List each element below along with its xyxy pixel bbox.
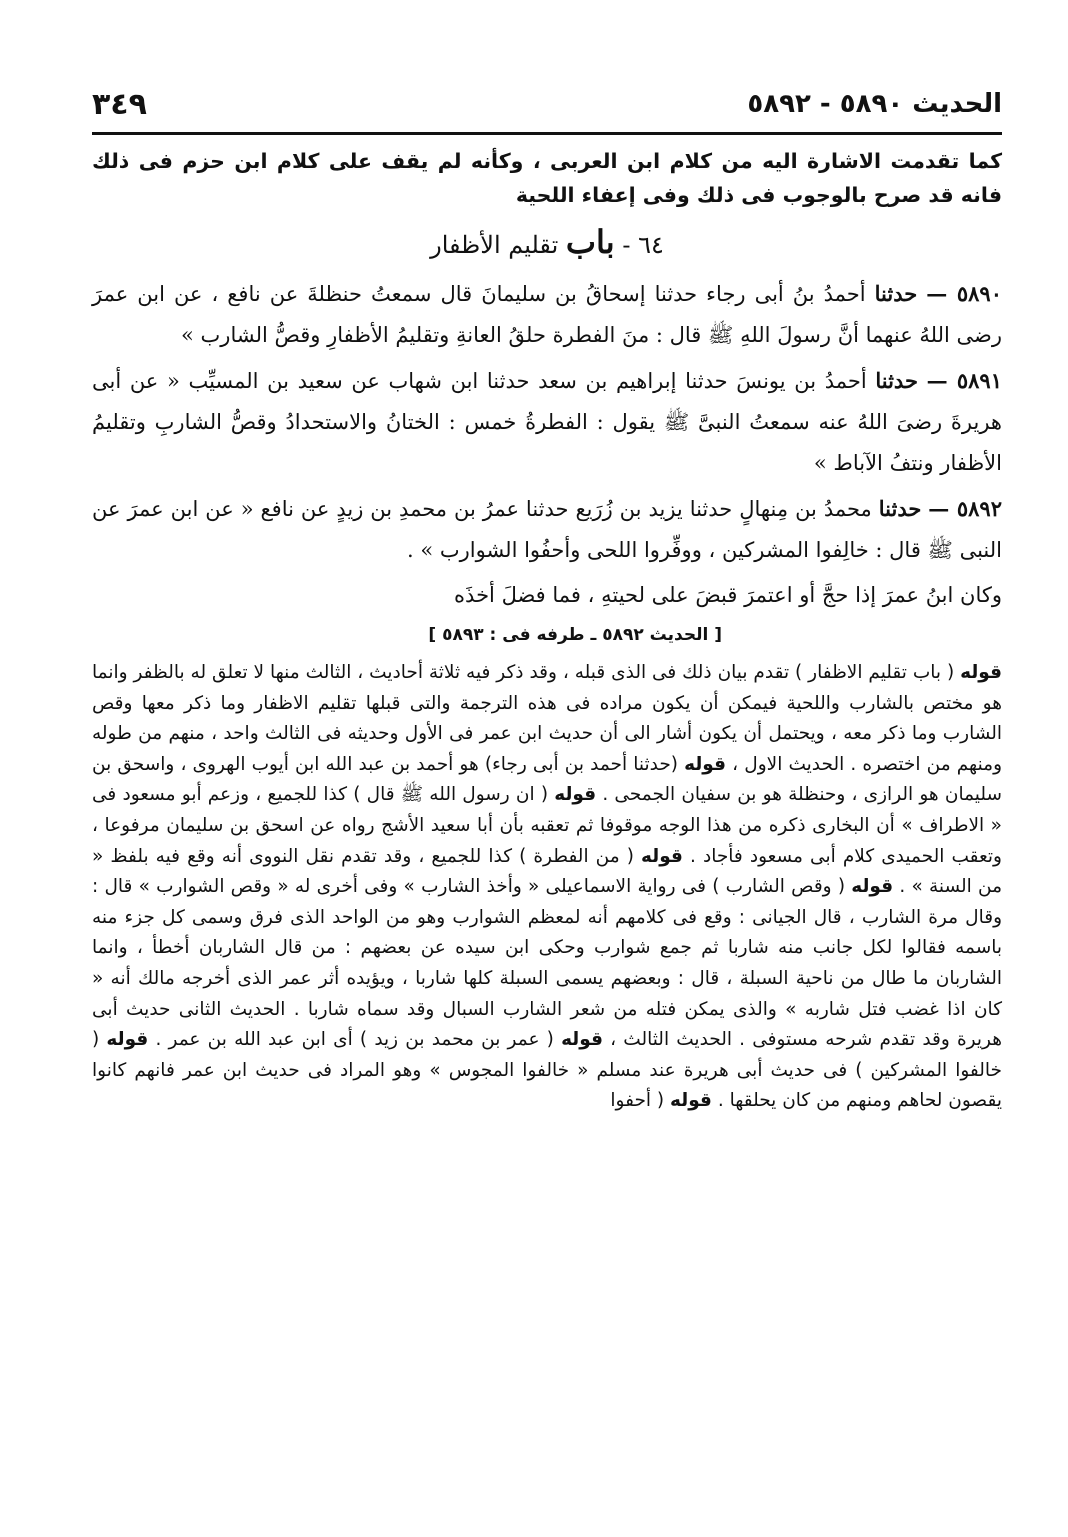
hadith-number: ٥٨٩١ — xyxy=(926,368,1002,393)
commentary-text: ( من الفطرة ) كذا للجميع ، وقد تقدم نقل النووى أنه وقع فيه بلفظ « من السنة » . xyxy=(92,845,1003,898)
hadith-number: ٥٨٩٠ — xyxy=(926,281,1002,306)
commentary-keyword: قوله xyxy=(106,1029,149,1051)
hadith-5892 xyxy=(92,488,1002,571)
commentary-keyword: قوله xyxy=(641,845,683,867)
hadith-5891 xyxy=(92,360,1002,484)
hadith-text: محمدُ بن مِنهالٍ حدثنا يزيد بن زُرَيع حدثنا عمرُ بن محمدِ بن زيدٍ عن نافع « عن ابن عمرَ عن النبى ﷺ قال : خالِفوا المشركين ، ووفِّروا اللحى وأحفُوا الشوارب » . xyxy=(92,497,1002,562)
page-number: ٣٤٩ xyxy=(92,86,147,122)
hadith-isnad-opening: حدثنا xyxy=(878,496,922,521)
commentary-text: ( عمر بن محمد بن زيد ) أى ابن عبد الله بن عمر . xyxy=(148,1029,562,1051)
commentary-text: ( أحفوا xyxy=(610,1090,671,1112)
commentary-keyword: قوله xyxy=(554,784,597,806)
commentary-keyword: قوله xyxy=(960,662,1002,683)
chapter-title: تقليم الأظفار xyxy=(430,231,559,259)
hadith-range-heading: الحديث ٥٨٩٠ - ٥٨٩٢ xyxy=(747,89,1002,119)
hadith-text: أحمدُ بن يونسَ حدثنا إبراهيم بن سعد حدثنا ابن شهاب عن سعيد بن المسيِّب « عن أبى هريرةَ رضىَ اللهُ عنه سمعتُ النبىَّ ﷺ يقول : الفطرةُ خمس : الختانُ والاستحدادُ وقصُّ الشاربِ وتقليمُ الأظفار ونتفُ الآباط » xyxy=(92,369,1002,475)
commentary-keyword: قوله xyxy=(670,1090,712,1112)
hadith-text: أحمدُ بنُ أبى رجاء حدثنا إسحاقُ بن سليمانَ قال سمعتُ حنظلةَ عن نافع ، عن ابن عمرَ رضى اللهُ عنهما أنَّ رسولَ اللهِ ﷺ قال : منَ الفطرة حلقُ العانةِ وتقليمُ الأظفارِ وقصُّ الشارب » xyxy=(92,282,1002,347)
commentary-keyword: قوله xyxy=(684,753,727,775)
chapter-heading xyxy=(92,222,1002,265)
hadith-isnad-opening: حدثنا xyxy=(874,281,918,306)
commentary-keyword: قوله xyxy=(851,876,894,898)
chapter-bab-word: باب xyxy=(565,223,615,261)
commentary-text: ( ان رسول الله ﷺ قال ) كذا للجميع ، وزعم أبو مسعود فى « الاطراف » أن البخارى ذكره من هذا الوجه موقوفا ثم تعقبه بأن أبا سعيد الأشج رواه عن اسحق بن سليمان مرفوعا ، وتعقب الحميدى كلام أبى مسعود فأجاد . xyxy=(92,784,1002,867)
hadith-number: ٥٨٩٢ — xyxy=(928,496,1002,521)
commentary-paragraph xyxy=(92,658,1002,1117)
page-body xyxy=(92,144,1002,1117)
cross-reference: [ الحديث ٥٨٩٢ ـ طرفه فى : ٥٨٩٣ ] xyxy=(428,625,722,645)
commentary-text: ( باب تقليم الاظفار ) تقدم بيان ذلك فى الذى قبله ، وقد ذكر فيه ثلاثة أحاديث ، الثالث منها لا تعلق له بالظفر وانما هو مختص بالشارب واللحية فيمكن أن يكون مراده فى هذه الترجمة والتى قبلها تقليم الاظفار وما ذكر معها وقص الشارب وما ذكر معه ، ويحتمل أن يكون أشار الى أن حديث ابن عمر فى الأول وحديثه فى الثالث واحد ، منهم من طوله ومنهم من اختصره . الحديث الاول ، xyxy=(92,662,1002,775)
hadith-isnad-opening: حدثنا xyxy=(875,368,918,393)
commentary-text: ( وقص الشارب ) فى رواية الاسماعيلى « وأخذ الشارب » وفى أخرى له « وقص الشوارب » قال : وقال مرة الشارب ، قال الجيانى : وقع فى كلامهم أنه لمعظم الشوارب وهو من الواحد الذى فرق وسمى كل جزء منه باسمه فقالوا لكل جانب منه شاربا ثم جمع شوارب وحكى ابن سيده عن بعضهم : من قال الشاربان أخطأ ، وانما الشاربان ما طال من ناحية السبلة ، قال : وبعضهم يسمى السبلة كلها شاربا ، ويؤيده أثر عمر الذى أخرجه مالك أنه « كان اذا غضب فتل شاربه » والذى يمكن فتله من شعر الشارب السبال وقد سماه شاربا . الحديث الثانى حديث أبى هريرة وقد تقدم شرحه مستوفى . الحديث الثالث ، xyxy=(92,876,1003,1051)
chapter-number: ٦٤ - xyxy=(622,231,664,259)
commentary-keyword: قوله xyxy=(561,1029,603,1051)
hadith-5890 xyxy=(92,273,1002,356)
page-header xyxy=(92,84,1002,135)
carry-over-paragraph: كما تقدمت الاشارة اليه من كلام ابن العربى ، وكأنه لم يقف على كلام ابن حزم فى ذلك فانه قد صرح بالوجوب فى ذلك وفى إعفاء اللحية xyxy=(92,149,1002,207)
commentary-text: (حدثنا أحمد بن أبى رجاء) هو أحمد بن عبد الله ابن أيوب الهروى ، واسحق بن سليمان هو الرازى ، وحنظلة هو بن سفيان الجمحى . xyxy=(92,753,1002,806)
commentary-text: ( خالفوا المشركين ) فى حديث أبى هريرة عند مسلم « خالفوا المجوس » وهو المراد فى حديث ابن عمر فانهم كانوا يقصون لحاهم ومنهم من كان يحلقها . xyxy=(92,1029,1002,1112)
hadith-5892-continuation: وكان ابنُ عمرَ إذا حجَّ أو اعتمرَ قبضَ على لحيتهِ ، فما فضلَ أخذَه xyxy=(454,583,1002,607)
